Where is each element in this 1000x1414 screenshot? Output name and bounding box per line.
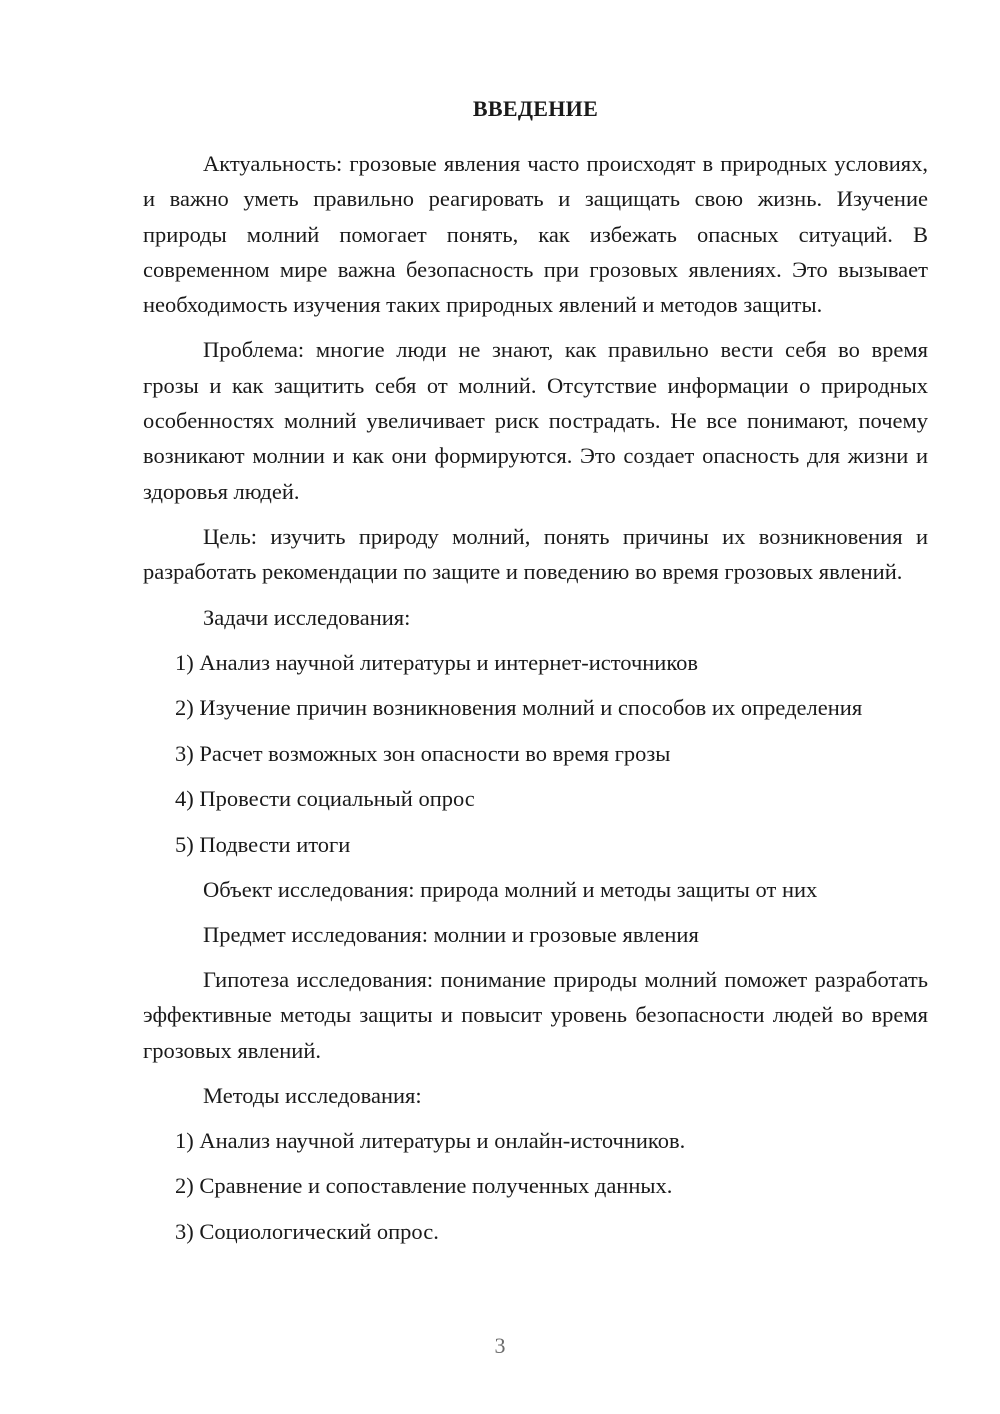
document-page (143, 94, 928, 1259)
tasks-list (143, 645, 928, 862)
object-paragraph: Объект исследования: природа молний и методы защиты от них (203, 877, 818, 903)
relevance-paragraph: Актуальность: грозовые явления часто происходят в природных условиях, и важно уметь правильно реагировать и защищать свою жизнь. Изучение природы молний помогает понять, как избежать опасных ситуаций. В современном мире важна безопасность при грозовых явлениях. Это вызывает необходимость изучения таких природных явлений и методов защиты. (143, 151, 928, 318)
task-item: 1) Анализ научной литературы и интернет-источников (175, 649, 699, 675)
method-item: 1) Анализ научной литературы и онлайн-источников. (175, 1127, 686, 1153)
task-item: 3) Расчет возможных зон опасности во время грозы (175, 740, 671, 766)
hypothesis-paragraph: Гипотеза исследования: понимание природы молний поможет разработать эффективные методы защиты и повысит уровень безопасности людей во время грозовых явлений. (143, 967, 928, 1063)
task-item: 2) Изучение причин возникновения молний и способов их определения (175, 695, 863, 721)
method-item: 2) Сравнение и сопоставление полученных данных. (175, 1173, 673, 1199)
goal-paragraph: Цель: изучить природу молний, понять причины их возникновения и разработать рекомендации по защите и поведению во время грозовых явлений. (143, 523, 928, 585)
method-item: 3) Социологический опрос. (175, 1218, 439, 1244)
task-item: 5) Подвести итоги (175, 831, 351, 857)
methods-title: Методы исследования: (203, 1082, 422, 1108)
tasks-title: Задачи исследования: (203, 604, 411, 630)
methods-list (143, 1123, 928, 1249)
task-item: 4) Провести социальный опрос (175, 786, 475, 812)
subject-paragraph: Предмет исследования: молнии и грозовые явления (203, 922, 699, 948)
page-number: 3 (494, 1333, 506, 1358)
section-heading: ВВЕДЕНИЕ (472, 96, 599, 121)
problem-paragraph: Проблема: многие люди не знают, как правильно вести себя во время грозы и как защитить себя от молний. Отсутствие информации о природных особенностях молний увеличивает риск пострадать. Не все понимают, почему возникают молнии и как они формируются. Это создает опасность для жизни и здоровья людей. (143, 337, 928, 504)
